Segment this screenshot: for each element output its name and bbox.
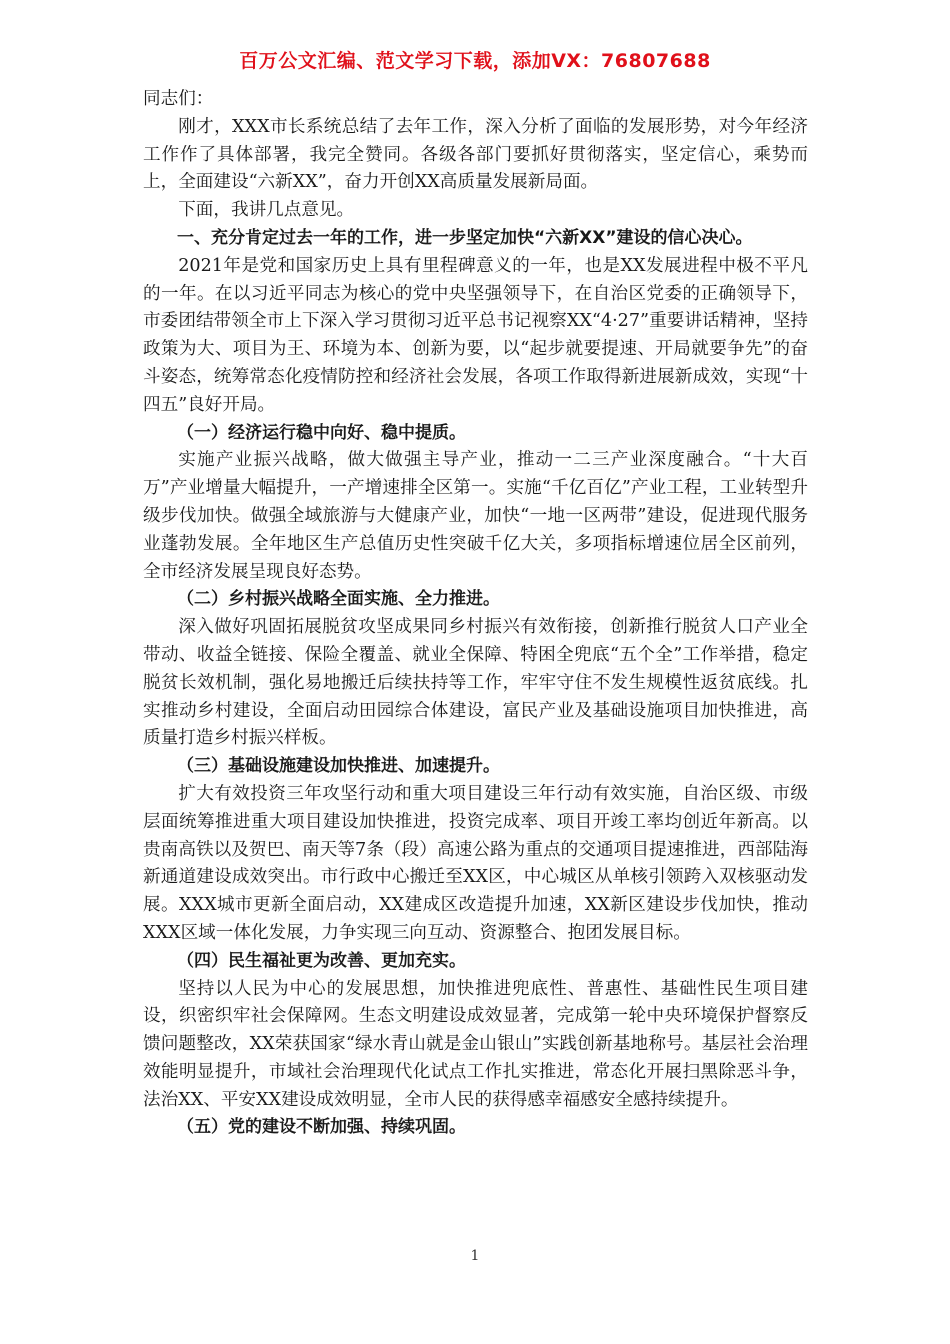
subheading-party-building: （五）党的建设不断加强、持续巩固。	[177, 1117, 466, 1138]
paragraph-intro: 刚才，XXX市长系统总结了去年工作，深入分析了面临的发展形势，对今年经济工作作了具体部署，我完全赞同。各级各部门要抓好贯彻落实，坚定信心，乘势而上，全面建设“六新XX”，奋力开创XX高质量发展新局面。	[143, 116, 808, 193]
subheading-rural: （二）乡村振兴战略全面实施、全力推进。	[177, 589, 500, 610]
document-body	[143, 86, 808, 1142]
section-heading-1: 一、充分肯定过去一年的工作，进一步坚定加快“六新XX”建设的信心决心。	[177, 227, 753, 248]
paragraph-transition: 下面，我讲几点意见。	[178, 200, 355, 221]
subheading-economy: （一）经济运行稳中向好、稳中提质。	[177, 422, 466, 443]
paragraph-infrastructure: 扩大有效投资三年攻坚行动和重大项目建设三年行动有效实施，自治区级、市级层面统筹推进重大项目建设加快推进，投资完成率、项目开竣工率均创近年新高。以贵南高铁以及贺巴、南天等7条（段）高速公路为重点的交通项目提速推进，西部陆海新通道建设成效突出。市行政中心搬迁至XX区，中心城区从单核引领跨入双核驱动发展。XXX城市更新全面启动，XX建成区改造提升加速，XX新区建设步伐加快，推动XXX区域一体化发展，力争实现三向互动、资源整合、抱团发展目标。	[143, 783, 808, 943]
paragraph-2021-review: 2021年是党和国家历史上具有里程碑意义的一年，也是XX发展进程中极不平凡的一年。在以习近平同志为核心的党中央坚强领导下，在自治区党委的正确领导下，市委团结带领全市上下深入学习贯彻习近平总书记视察XX“4·27”重要讲话精神，坚持政策为大、项目为王、环境为本、创新为要，以“起步就要提速、开局就要争先”的奋斗姿态，统筹常态化疫情防控和经济社会发展，各项工作取得新进展新成效，实现“十四五”良好开局。	[143, 255, 808, 415]
paragraph-livelihood: 坚持以人民为中心的发展思想，加快推进兜底性、普惠性、基础性民生项目建设，织密织牢社会保障网。生态文明建设成效显著，完成第一轮中央环境保护督察反馈问题整改，XX荣获国家“绿水青山就是金山银山”实践创新基地称号。基层社会治理效能明显提升，市域社会治理现代化试点工作扎实推进，常态化开展扫黑除恶斗争，法治XX、平安XX建设成效明显，全市人民的获得感幸福感安全感持续提升。	[143, 978, 808, 1110]
page-number: 1	[470, 1248, 480, 1264]
paragraph-rural: 深入做好巩固拓展脱贫攻坚成果同乡村振兴有效衔接，创新推行脱贫人口产业全带动、收益全链接、保险全覆盖、就业全保障、特困全兜底“五个全”工作举措，稳定脱贫长效机制，强化易地搬迁后续扶持等工作，牢牢守住不发生规模性返贫底线。扎实推动乡村建设，全面启动田园综合体建设，富民产业及基础设施项目加快推进，高质量打造乡村振兴样板。	[143, 617, 808, 749]
paragraph-economy: 实施产业振兴战略，做大做强主导产业，推动一二三产业深度融合。“十大百万”产业增量大幅提升，一产增速排全区第一。实施“千亿百亿”产业工程，工业转型升级步伐加快。做强全域旅游与大健康产业，加快“一地一区两带”建设，促进现代服务业蓬勃发展。全年地区生产总值历史性突破千亿大关，多项指标增速位居全区前列，全市经济发展呈现良好态势。	[143, 450, 808, 582]
salutation: 同志们：	[143, 89, 214, 109]
subheading-livelihood: （四）民生福祉更为改善、更加充实。	[177, 950, 466, 971]
watermark-banner: 百万公文汇编、范文学习下载，添加VX：76807688	[239, 50, 711, 72]
subheading-infrastructure: （三）基础设施建设加快推进、加速提升。	[177, 756, 500, 777]
